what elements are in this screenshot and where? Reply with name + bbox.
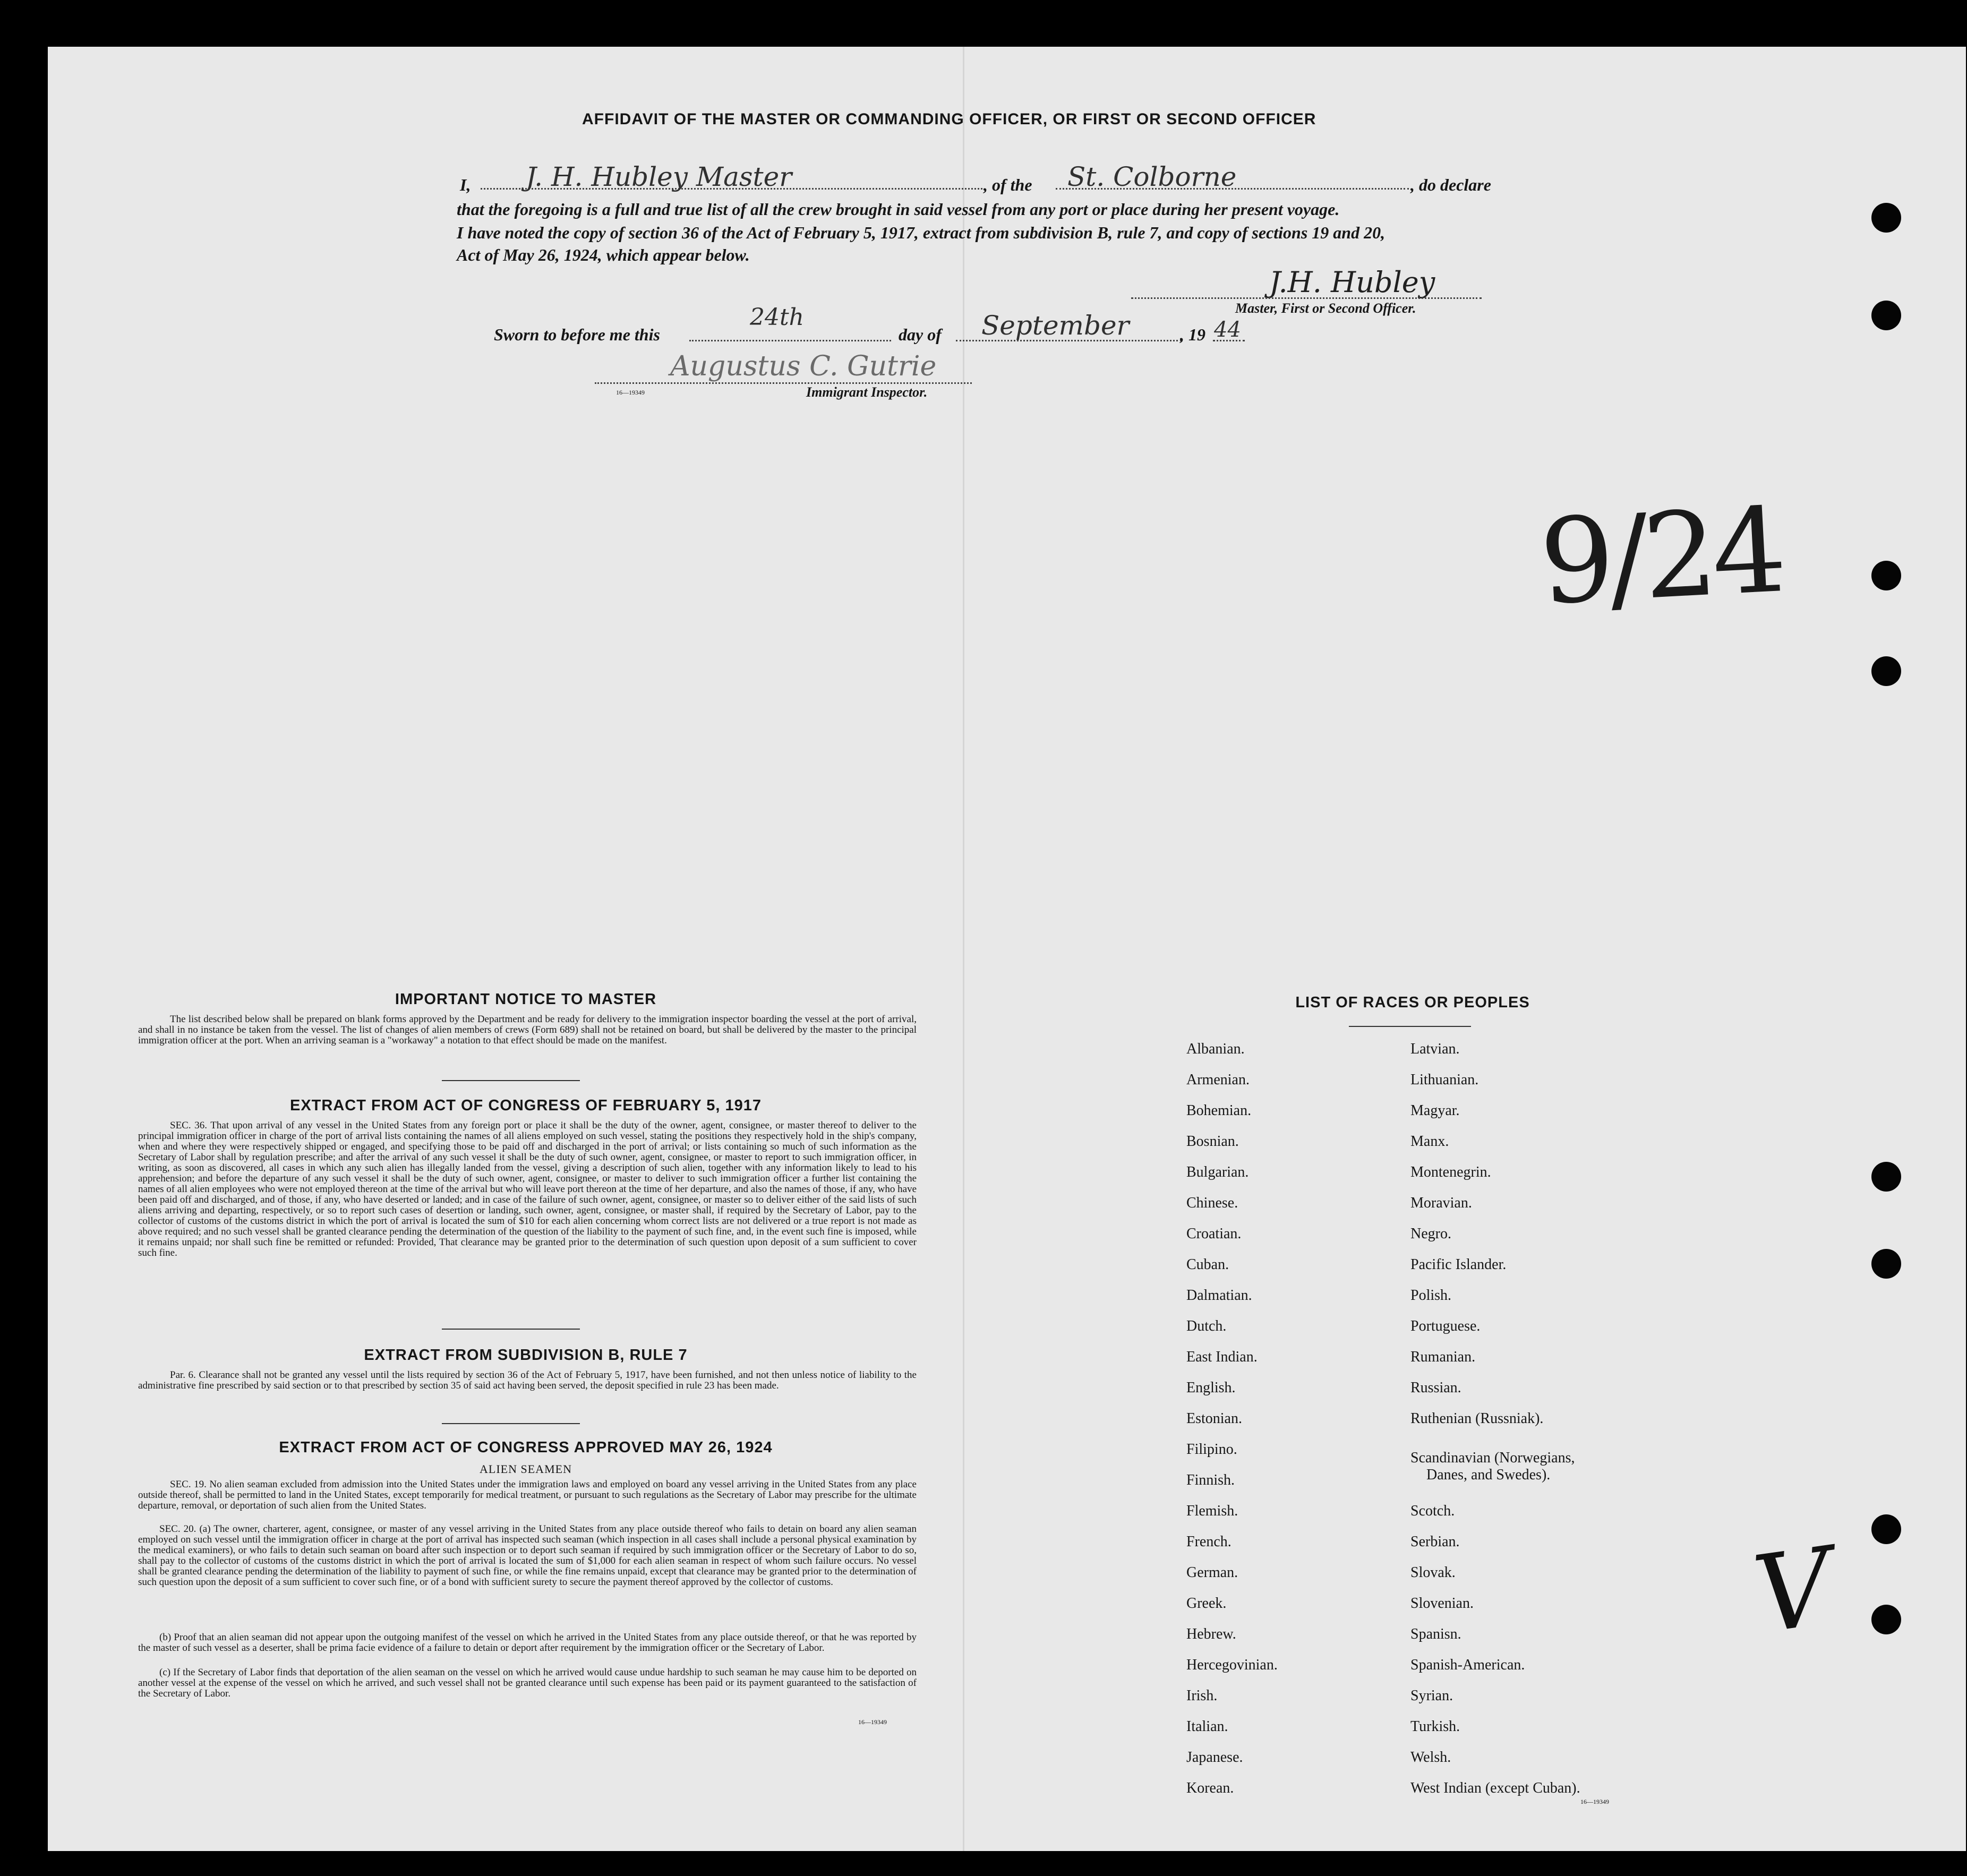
- race-item: Syrian.: [1410, 1687, 1453, 1704]
- divider: [1349, 1026, 1471, 1027]
- punch-hole: [1871, 301, 1901, 330]
- sworn-day-blank: [689, 340, 891, 341]
- race-item: English.: [1186, 1380, 1236, 1396]
- center-fold: [963, 47, 964, 1851]
- extract-1924-title: EXTRACT FROM ACT OF CONGRESS APPROVED MAY 26, 1924: [279, 1439, 773, 1456]
- year-blank: [1213, 340, 1245, 341]
- race-item: Japanese.: [1186, 1749, 1243, 1766]
- sworn-text: Sworn to before me this: [494, 325, 660, 344]
- race-item: Korean.: [1186, 1780, 1234, 1796]
- extract-form-number: 16—19349: [858, 1718, 887, 1726]
- check-mark-annotation: V: [1747, 1524, 1840, 1658]
- inspector-line: [595, 382, 972, 384]
- punch-hole: [1871, 1605, 1901, 1634]
- race-item: Latvian.: [1410, 1041, 1460, 1057]
- race-item: Dutch.: [1186, 1318, 1227, 1334]
- race-item: French.: [1186, 1534, 1231, 1550]
- race-item: Bosnian.: [1186, 1133, 1239, 1150]
- affidavit-line1-of: , of the: [983, 175, 1032, 194]
- signature-caption: Master, First or Second Officer.: [1235, 301, 1416, 316]
- rule7-title: EXTRACT FROM SUBDIVISION B, RULE 7: [364, 1347, 688, 1364]
- day-of-text: day of: [899, 325, 942, 344]
- race-item: Montenegrin.: [1410, 1164, 1491, 1180]
- race-item: Spanish-American.: [1410, 1657, 1525, 1673]
- race-item: Greek.: [1186, 1595, 1227, 1612]
- race-item: Bohemian.: [1186, 1102, 1252, 1119]
- divider: [442, 1080, 580, 1081]
- race-item: German.: [1186, 1564, 1238, 1581]
- race-item: Rumanian.: [1410, 1349, 1476, 1365]
- rule7-body: Par. 6. Clearance shall not be granted any vessel until the lists required by section 36 of the Act of February 5, 1917, have been furnished, and not then unless notice of liability to the administrative fine prescribed by said section or to that prescribed by section 35 of said act having been served, the deposit specified in rule 23 has been made.: [138, 1369, 917, 1391]
- sec19-body: SEC. 19. No alien seaman excluded from admission into the United States under the immigration laws and employed on board any vessel arriving in the United States from any place outside thereof, shall be permitted to land in the United States, except temporarily for medical treatment, or pursuant to such regulations as the Secretary of Labor may prescribe for the ultimate departure, removal, or deportation of such alien from the United States.: [138, 1479, 917, 1511]
- race-item: Russian.: [1410, 1380, 1461, 1396]
- punch-hole: [1871, 1249, 1901, 1279]
- race-item: Hercegovinian.: [1186, 1657, 1278, 1673]
- affidavit-line1-prefix: I,: [460, 175, 471, 194]
- race-item: Scotch.: [1410, 1503, 1455, 1519]
- race-item: Serbian.: [1410, 1534, 1460, 1550]
- race-item: Manx.: [1410, 1133, 1449, 1150]
- race-item: Slovenian.: [1410, 1595, 1474, 1612]
- race-item: Dalmatian.: [1186, 1287, 1252, 1304]
- signature-line: [1131, 297, 1482, 299]
- sec20c-body: (c) If the Secretary of Labor finds that deportation of the alien seaman on the vessel on which he arrived would cause undue hardship to such seaman he may cause him to be deported on another vessel at the expense of the vessel on which he arrived, and such vessel shall not be granted clearance until such expense has been paid or its payment guaranteed to the satisfaction of the Secretary of Labor.: [138, 1667, 917, 1699]
- inspector-signature: Augustus C. Gutrie: [670, 350, 937, 382]
- race-item: Danes, and Swedes).: [1426, 1467, 1551, 1483]
- race-item: Italian.: [1186, 1718, 1228, 1735]
- master-name-handwriting: J. H. Hubley Master: [526, 161, 792, 192]
- race-item: Magyar.: [1410, 1102, 1460, 1119]
- affidavit-line1-declare: , do declare: [1410, 175, 1491, 194]
- affidavit-line2: that the foregoing is a full and true list of all the crew brought in said vessel from any port or place during her present voyage.: [457, 200, 1340, 219]
- notice-title: IMPORTANT NOTICE TO MASTER: [395, 991, 657, 1008]
- race-item: Filipino.: [1186, 1441, 1237, 1458]
- race-item: Bulgarian.: [1186, 1164, 1249, 1180]
- sec20b-body: (b) Proof that an alien seaman did not appear upon the outgoing manifest of the vessel on which he arrived in the United States from any place outside thereof, or that he was reported by the master of such vessel as a deserter, shall be prima facie evidence of a failure to detain or deport after requirement by the immigration officer or the Secretary of Labor.: [138, 1632, 917, 1654]
- date-annotation: 9/24: [1536, 482, 1785, 631]
- race-item: Portuguese.: [1410, 1318, 1481, 1334]
- notice-body: The list described below shall be prepared on blank forms approved by the Department and be ready for delivery to the immigration inspector boarding the vessel at the port of arrival, and shall in no instance be taken from the vessel. The list of changes of alien members of crews (Form 689) shall not be retained on board, but shall be delivered by the master to the principal immigration officer at the port. When an arriving seaman is a "workaway" a notation to that effect should be made on the manifest.: [138, 1014, 917, 1046]
- extract-1917-title: EXTRACT FROM ACT OF CONGRESS OF FEBRUARY 5, 1917: [289, 1097, 762, 1114]
- extract-1924-subtitle: ALIEN SEAMEN: [480, 1462, 572, 1476]
- race-item: Polish.: [1410, 1287, 1452, 1304]
- race-item: Hebrew.: [1186, 1626, 1236, 1642]
- divider: [442, 1423, 580, 1424]
- race-item: Croatian.: [1186, 1226, 1242, 1242]
- divider: [442, 1329, 580, 1330]
- race-item: Estonian.: [1186, 1410, 1242, 1427]
- race-item: Pacific Islander.: [1410, 1256, 1507, 1273]
- affidavit-line3: I have noted the copy of section 36 of the Act of February 5, 1917, extract from subdivision B, rule 7, and copy of sections 19 and 20,: [457, 223, 1386, 242]
- year-prefix: , 19: [1180, 325, 1205, 344]
- affidavit-title: AFFIDAVIT OF THE MASTER OR COMMANDING OFFICER, OR FIRST OR SECOND OFFICER: [582, 110, 1316, 128]
- race-item: Turkish.: [1410, 1718, 1460, 1735]
- race-item: Albanian.: [1186, 1041, 1245, 1057]
- race-item: Cuban.: [1186, 1256, 1229, 1273]
- sworn-day-handwriting: 24th: [750, 304, 805, 331]
- race-item: West Indian (except Cuban).: [1410, 1780, 1580, 1796]
- punch-hole: [1871, 1514, 1901, 1544]
- race-item: Finnish.: [1186, 1472, 1235, 1488]
- race-item: Flemish.: [1186, 1503, 1238, 1519]
- race-item: Slovak.: [1410, 1564, 1456, 1581]
- race-item: Irish.: [1186, 1687, 1218, 1704]
- race-item: Moravian.: [1410, 1195, 1472, 1211]
- master-signature: J.H. Hubley: [1269, 265, 1435, 299]
- race-item: Armenian.: [1186, 1072, 1250, 1088]
- races-title: LIST OF RACES OR PEOPLES: [1295, 994, 1530, 1011]
- races-form-number: 16—19349: [1580, 1798, 1609, 1805]
- race-item: Welsh.: [1410, 1749, 1451, 1766]
- year-handwriting: 44: [1214, 318, 1241, 342]
- race-item: Scandinavian (Norwegians,: [1410, 1450, 1575, 1466]
- race-item: Chinese.: [1186, 1195, 1238, 1211]
- sworn-month-handwriting: September: [981, 310, 1130, 341]
- affidavit-line4: Act of May 26, 1924, which appear below.: [457, 245, 750, 264]
- affidavit-form-number: 16—19349: [616, 389, 645, 396]
- punch-hole: [1871, 1162, 1901, 1192]
- vessel-name-handwriting: St. Colborne: [1067, 161, 1237, 192]
- sec20a-body: SEC. 20. (a) The owner, charterer, agent, consignee, or master of any vessel arriving in the United States from any place outside thereof who fails to detain on board any alien seaman employed on such vessel until the immigration officer in charge at the port of arrival has inspected such seaman (which inspection in all cases shall include a personal physical examination by the medical examiners), or who fails to detain such seaman on board after such inspection or to deport such seaman if required by such immigration officer or the Secretary of Labor to do so, shall pay to the collector of customs of the customs district in which the port of arrival is located the sum of $1,000 for each alien seaman in respect of whom such failure occurs. No vessel shall be granted clearance pending the determination of the liability to payment of such fine, or while the fine remains unpaid, except that clearance may be granted prior to the determination of such question upon the deposit of a sum sufficient to cover such fine, or of a bond with sufficient surety to secure the payment thereof approved by the collector of customs.: [138, 1523, 917, 1588]
- race-item: Spanisn.: [1410, 1626, 1461, 1642]
- punch-hole: [1871, 561, 1901, 590]
- race-item: Negro.: [1410, 1226, 1451, 1242]
- race-item: East Indian.: [1186, 1349, 1258, 1365]
- punch-hole: [1871, 656, 1901, 686]
- inspector-caption: Immigrant Inspector.: [806, 384, 928, 400]
- race-item: Lithuanian.: [1410, 1072, 1479, 1088]
- extract-1917-body: SEC. 36. That upon arrival of any vessel in the United States from any foreign port or place it shall be the duty of the owner, agent, consignee, or master thereof to deliver to the principal immigration officer in charge of the port of arrival lists containing the names of all aliens employed on such vessel, stating the positions they respectively hold in the ship's company, when and where they were respectively shipped or engaged, and specifying those to be paid off and discharged in the port of arrival; or lists containing so much of such information as the Secretary of Labor shall by regulation prescribe; and after the arrival of any such vessel it shall be the duty of such owner, agent, consignee, or master to report to such immigration officer, in writing, as soon as discovered, all cases in which any such alien has illegally landed from the vessel, giving a description of such alien, together with any information likely to lead to his apprehension; and before the departure of any such vessel it shall be the duty of such owner, agent, consignee, or master to deliver to such immigration officer a further list containing the names of all alien employees who were not employed thereon at the time of the arrival but who will leave port thereon at the time of her departure, and also the names of those, if any, who have been paid off and discharged, and of those, if any, who have deserted or landed; and in case of the failure of such owner, agent, consignee, or master so to deliver either of the said lists of such aliens arriving and departing, respectively, or so to report such cases of desertion or landing, such owner, agent, consignee, or master shall, if required by the Secretary of Labor, pay to the collector of customs of the customs district in which the port of arrival is located the sum of $10 for each alien concerning whom correct lists are not delivered or a true report is not made as above required; and no such vessel shall be granted clearance pending the determination of the question of the liability to the payment of such fine, and, in the event such fine is imposed, while it remains unpaid; nor shall such fine be remitted or refunded: Provided, That clearance may be granted prior to the determination of such question upon deposit of a sum sufficient to cover such fine.: [138, 1120, 917, 1258]
- punch-hole: [1871, 203, 1901, 233]
- race-item: Ruthenian (Russniak).: [1410, 1410, 1544, 1427]
